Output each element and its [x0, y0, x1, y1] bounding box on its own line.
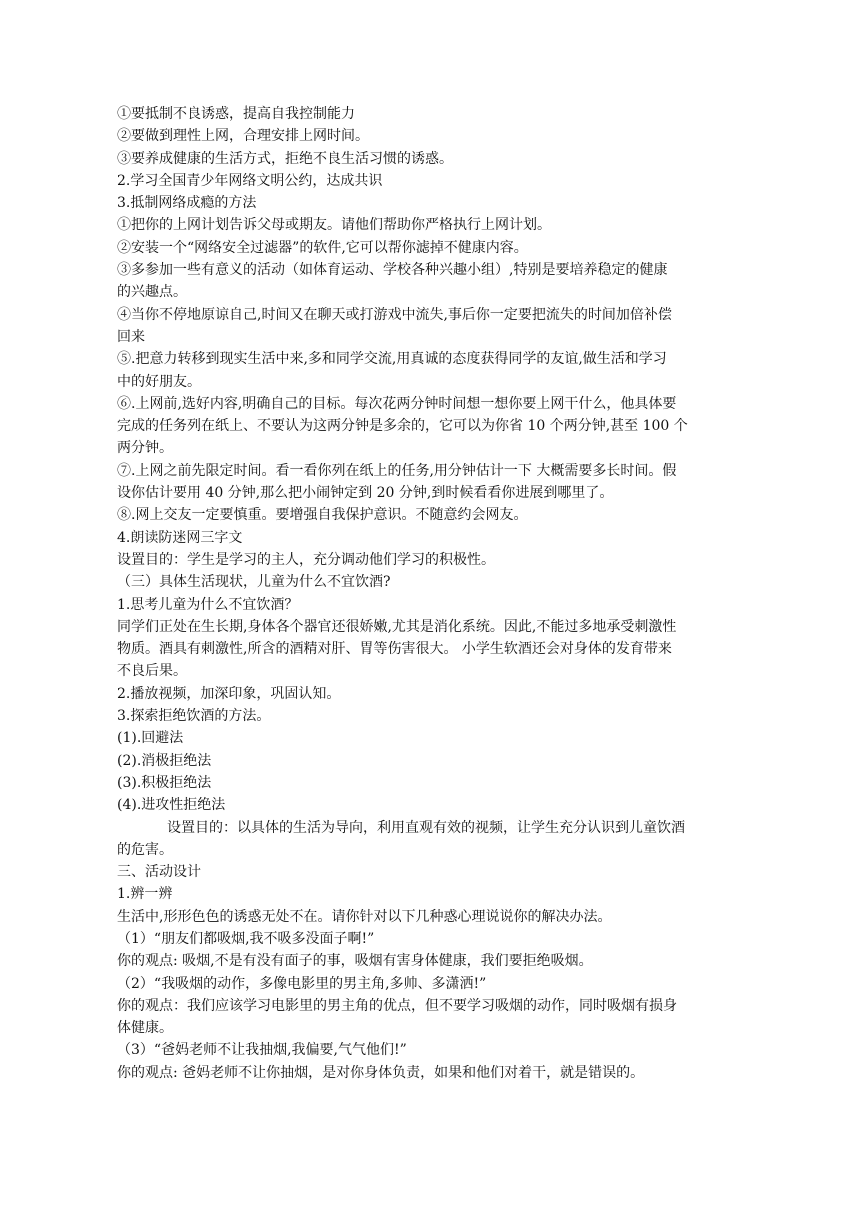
text-line: 你的观点: 吸烟,不是有没有面子的事，吸烟有害身体健康，我们要拒绝吸烟。: [117, 953, 593, 970]
text-line: ⑤.把意力转移到现实生活中来,多和同学交流,用真诚的态度获得同学的友谊,做生活和学习: [117, 351, 667, 368]
text-line: ③要养成健康的生活方式，拒绝不良生活习惯的诱惑。: [117, 150, 453, 167]
text-line: ①把你的上网计划告诉父母或期友。请他们帮助你严格执行上网计划。: [117, 217, 551, 234]
text-line: 你的观点: 爸妈老师不让你抽烟，是对你身体负责，如果和他们对着干，就是错误的。: [117, 1064, 645, 1081]
text-line: (1).回避法: [117, 730, 184, 747]
text-line: ①要抵制不良诱惑，提高自我控制能力: [117, 106, 355, 122]
text-line: (4).进攻性拒绝法: [117, 797, 226, 814]
text-line: 回来: [117, 328, 145, 345]
text-line: ⑧.网上交友一定要慎重。要增强自我保护意识。不随意约会网友。: [117, 507, 528, 524]
text-line: 同学们正处在生长期,身体各个器官还很娇嫩,尤其是消化系统。因此,不能过多地承受刺激性: [117, 618, 677, 635]
text-line: 4.朗读防迷网三字文: [117, 529, 243, 546]
text-line: (3).积极拒绝法: [117, 774, 212, 791]
text-line: （三）具体生活现状，儿童为什么不宜饮酒?: [117, 574, 391, 591]
text-line: 两分钟。: [117, 440, 173, 457]
text-line: 你的观点：我们应该学习电影里的男主角的优点，但不要学习吸烟的动作，同时吸烟有损身: [117, 997, 677, 1014]
text-line: 体健康。: [117, 1020, 173, 1037]
text-line: ②安装一个“网络安全过滤器”的软件,它可以帮你滤掉不健康内容。: [117, 239, 528, 256]
text-line: 设你估计要用 40 分钟,那么把小闹钟定到 20 分钟,到时候看看你进展到哪里了。: [117, 485, 614, 502]
text-line: 三、活动设计: [117, 864, 201, 881]
text-line: ④当你不停地原谅自己,时间又在聊天或打游戏中流失,事后你一定要把流失的时间加倍补偿: [117, 306, 672, 323]
text-line: ③多参加一些有意义的活动（如体育运动、学校各种兴趣小组）,特别是要培养稳定的健康: [117, 262, 668, 279]
text-line: 设置目的：以具体的生活为导向，利用直观有效的视频，让学生充分认识到儿童饮酒: [167, 819, 685, 836]
text-line: 的兴趣点。: [117, 284, 187, 301]
text-line: （3）“爸妈老师不让我抽烟,我偏要,气气他们!”: [117, 1042, 407, 1059]
text-line: (2).消极拒绝法: [117, 752, 212, 769]
text-line: 物质。酒具有刺激性,所含的酒精对肝、胃等伤害很大。 小学生软酒还会对身体的发育带来: [117, 641, 672, 658]
text-line: 的危害。: [117, 841, 173, 858]
text-line: （1）“朋友们都吸烟,我不吸多没面子啊!”: [117, 930, 375, 947]
text-line: 中的好朋友。: [117, 373, 201, 390]
text-line: 3.探索拒绝饮酒的方法。: [117, 708, 271, 725]
text-line: ⑥.上网前,选好内容,明确自己的目标。每次花两分钟时间想一想你要上网干什么，他具体要: [117, 395, 677, 412]
text-line: ②要做到理性上网，合理安排上网时间。: [117, 128, 369, 145]
text-line: 完成的任务列在纸上、不要认为这两分钟是多余的，它可以为你省 10 个两分钟,甚至 100 个: [117, 418, 688, 435]
text-line: ⑦.上网之前先限定时间。看一看你列在纸上的任务,用分钟估计一下 大概需要多长时间。假: [117, 462, 677, 479]
text-line: 3.抵制网络成瘾的方法: [117, 195, 257, 212]
text-line: 2.学习全国青少年网络文明公约，达成共识: [117, 172, 383, 189]
text-line: 生活中,形形色色的诱惑无处不在。请你针对以下几种惑心理说说你的解决办法。: [117, 908, 612, 925]
text-line: 设置目的：学生是学习的主人，充分调动他们学习的积极性。: [117, 551, 495, 568]
text-line: 1.辨一辨: [117, 886, 173, 903]
text-line: 1.思考儿童为什么不宜饮酒？: [117, 596, 299, 613]
text-line: 不良后果。: [117, 663, 187, 680]
text-line: （2）“我吸烟的动作，多像电影里的男主角,多帅、多潇洒!”: [117, 975, 487, 992]
document-body: [117, 103, 733, 1084]
text-line: 2.播放视频，加深印象，巩固认知。: [117, 685, 341, 702]
